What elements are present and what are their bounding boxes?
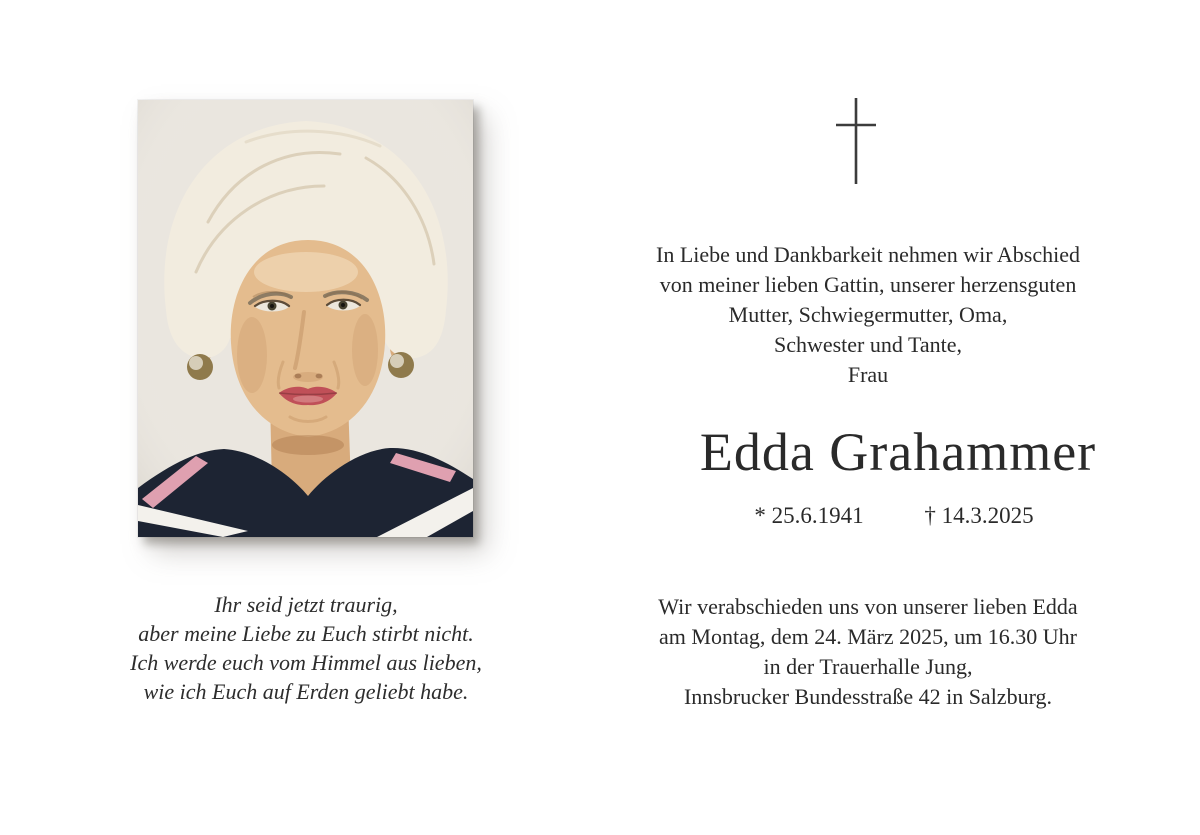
- farewell-line: in der Trauerhalle Jung,: [763, 654, 973, 679]
- birth-date: * 25.6.1941: [754, 503, 864, 528]
- cross-icon: [833, 96, 879, 191]
- farewell-line: Innsbrucker Bundesstraße 42 in Salzburg.: [683, 684, 1053, 709]
- poem-line: Ihr seid jetzt traurig,: [214, 592, 398, 617]
- farewell-text: [588, 592, 1148, 712]
- intro-line: von meiner lieben Gattin, unserer herzensguten: [659, 272, 1077, 297]
- intro-line: Mutter, Schwiegermutter, Oma,: [728, 302, 1008, 327]
- farewell-line: am Montag, dem 24. März 2025, um 16.30 Uhr: [659, 624, 1077, 649]
- poem-line: wie ich Euch auf Erden geliebt habe.: [143, 679, 469, 704]
- announcement-column: [600, 0, 1160, 835]
- intro-line: Schwester und Tante,: [773, 332, 963, 357]
- poem-line: Ich werde euch vom Himmel aus lieben,: [130, 650, 482, 675]
- poem-line: aber meine Liebe zu Euch stirbt nicht.: [138, 621, 474, 646]
- intro-line: In Liebe und Dankbarkeit nehmen wir Abschied: [656, 242, 1080, 267]
- deceased-name: Edda Grahammer: [699, 422, 1097, 482]
- intro-text: [588, 240, 1148, 390]
- portrait-illustration: [138, 100, 473, 537]
- death-date: † 14.3.2025: [924, 503, 1034, 528]
- life-dates: [614, 503, 1174, 529]
- portrait-photo: [138, 100, 473, 537]
- farewell-line: Wir verabschieden uns von unserer lieben Edda: [658, 594, 1078, 619]
- intro-line: Frau: [847, 362, 889, 387]
- poem: [0, 590, 612, 706]
